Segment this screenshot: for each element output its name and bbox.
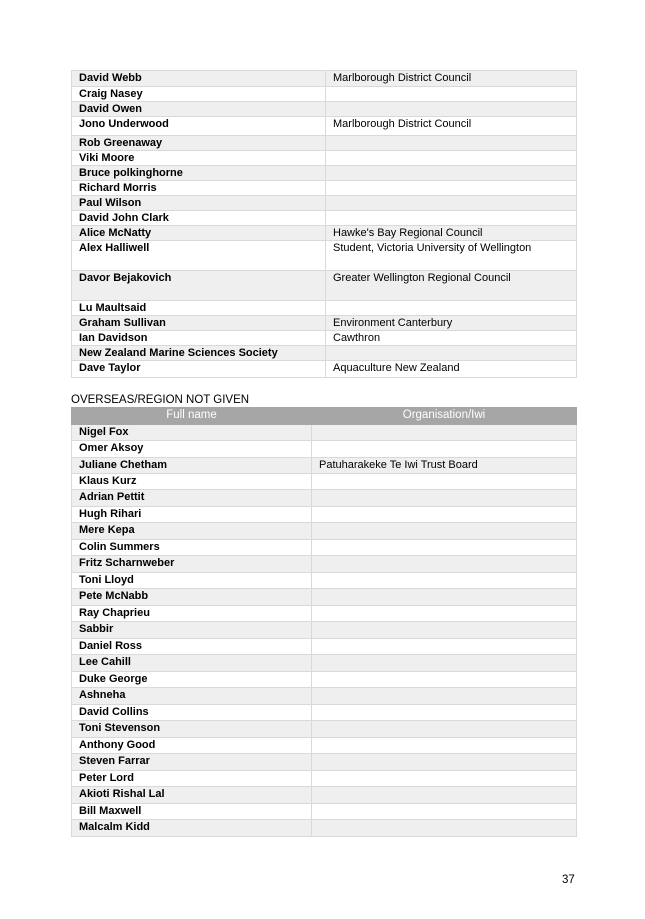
organisation-cell xyxy=(312,490,577,507)
full-name-cell: Akioti Rishal Lal xyxy=(72,787,312,804)
organisation-cell xyxy=(326,301,577,316)
full-name-cell: Ashneha xyxy=(72,688,312,705)
full-name-cell: Colin Summers xyxy=(72,540,312,556)
full-name-cell: Pete McNabb xyxy=(72,589,312,606)
full-name-cell: Davor Bejakovich xyxy=(72,271,326,301)
table-row xyxy=(72,655,577,672)
table-row xyxy=(72,820,577,837)
full-name-cell: Lee Cahill xyxy=(72,655,312,672)
organisation-cell xyxy=(312,787,577,804)
column-header-full-name: Full name xyxy=(72,408,312,425)
organisation-cell xyxy=(312,655,577,672)
full-name-cell: Paul Wilson xyxy=(72,196,326,211)
page-number: 37 xyxy=(562,874,575,886)
table-row xyxy=(72,606,577,622)
full-name-cell: Jono Underwood xyxy=(72,117,326,136)
table-row xyxy=(72,331,577,346)
organisation-cell xyxy=(312,441,577,458)
organisation-cell: Cawthron xyxy=(326,331,577,346)
table-row xyxy=(72,211,577,226)
full-name-cell: Anthony Good xyxy=(72,738,312,754)
table-row xyxy=(72,441,577,458)
full-name-cell: Toni Stevenson xyxy=(72,721,312,738)
organisation-cell: Greater Wellington Regional Council xyxy=(326,271,577,301)
organisation-cell xyxy=(312,507,577,523)
table-row xyxy=(72,474,577,490)
organisation-cell xyxy=(312,754,577,771)
table-row xyxy=(72,87,577,102)
full-name-cell: Richard Morris xyxy=(72,181,326,196)
organisation-cell: Patuharakeke Te Iwi Trust Board xyxy=(312,458,577,474)
table-row xyxy=(72,102,577,117)
table-row xyxy=(72,540,577,556)
full-name-cell: Hugh Rihari xyxy=(72,507,312,523)
full-name-cell: Graham Sullivan xyxy=(72,316,326,331)
table-row xyxy=(72,226,577,241)
full-name-cell: Duke George xyxy=(72,672,312,688)
organisation-cell xyxy=(326,346,577,361)
full-name-cell: New Zealand Marine Sciences Society xyxy=(72,346,326,361)
organisation-cell xyxy=(326,211,577,226)
full-name-cell: Alex Halliwell xyxy=(72,241,326,271)
table-row xyxy=(72,754,577,771)
organisation-cell xyxy=(312,672,577,688)
table-header-row xyxy=(72,408,577,425)
table-row xyxy=(72,688,577,705)
full-name-cell: Mere Kepa xyxy=(72,523,312,540)
full-name-cell: Adrian Pettit xyxy=(72,490,312,507)
organisation-cell xyxy=(312,688,577,705)
organisation-cell xyxy=(312,639,577,655)
organisation-cell xyxy=(312,556,577,573)
table-row xyxy=(72,556,577,573)
full-name-cell: Viki Moore xyxy=(72,151,326,166)
organisation-cell xyxy=(312,606,577,622)
table-row xyxy=(72,589,577,606)
organisation-cell xyxy=(312,573,577,589)
table-row xyxy=(72,672,577,688)
full-name-cell: Craig Nasey xyxy=(72,87,326,102)
table-row xyxy=(72,507,577,523)
organisation-cell xyxy=(326,151,577,166)
organisation-cell xyxy=(326,196,577,211)
full-name-cell: Toni Lloyd xyxy=(72,573,312,589)
table-row xyxy=(72,573,577,589)
table-row xyxy=(72,361,577,378)
table-row xyxy=(72,241,577,271)
full-name-cell: Bill Maxwell xyxy=(72,804,312,820)
full-name-cell: Alice McNatty xyxy=(72,226,326,241)
full-name-cell: Fritz Scharnweber xyxy=(72,556,312,573)
full-name-cell: Omer Aksoy xyxy=(72,441,312,458)
full-name-cell: Sabbir xyxy=(72,622,312,639)
table-row xyxy=(72,196,577,211)
table-row xyxy=(72,71,577,87)
organisation-cell xyxy=(312,705,577,721)
organisation-cell xyxy=(312,589,577,606)
full-name-cell: Peter Lord xyxy=(72,771,312,787)
table-row xyxy=(72,301,577,316)
organisation-cell xyxy=(312,540,577,556)
table-row xyxy=(72,738,577,754)
table-row xyxy=(72,136,577,151)
column-header-organisation: Organisation/Iwi xyxy=(312,408,577,425)
table-row xyxy=(72,166,577,181)
full-name-cell: Nigel Fox xyxy=(72,425,312,441)
full-name-cell: Rob Greenaway xyxy=(72,136,326,151)
table-row xyxy=(72,316,577,331)
table-row xyxy=(72,425,577,441)
full-name-cell: David John Clark xyxy=(72,211,326,226)
table-row xyxy=(72,271,577,301)
organisation-cell xyxy=(312,820,577,837)
organisation-cell xyxy=(326,166,577,181)
organisation-cell xyxy=(312,804,577,820)
table-row xyxy=(72,523,577,540)
organisation-cell xyxy=(312,474,577,490)
table-row xyxy=(72,490,577,507)
full-name-cell: David Owen xyxy=(72,102,326,117)
table-row xyxy=(72,639,577,655)
full-name-cell: Bruce polkinghorne xyxy=(72,166,326,181)
table-row xyxy=(72,771,577,787)
organisation-cell xyxy=(312,622,577,639)
organisation-cell xyxy=(312,771,577,787)
organisation-cell: Aquaculture New Zealand xyxy=(326,361,577,378)
organisation-cell xyxy=(312,738,577,754)
table-row xyxy=(72,705,577,721)
full-name-cell: Dave Taylor xyxy=(72,361,326,378)
full-name-cell: Daniel Ross xyxy=(72,639,312,655)
organisation-cell xyxy=(326,102,577,117)
organisation-cell xyxy=(326,87,577,102)
organisation-cell: Environment Canterbury xyxy=(326,316,577,331)
full-name-cell: Juliane Chetham xyxy=(72,458,312,474)
organisation-cell xyxy=(326,136,577,151)
full-name-cell: Klaus Kurz xyxy=(72,474,312,490)
full-name-cell: David Collins xyxy=(72,705,312,721)
section-heading: OVERSEAS/REGION NOT GIVEN xyxy=(71,394,250,406)
table-row xyxy=(72,787,577,804)
organisation-cell xyxy=(326,181,577,196)
organisation-cell: Hawke's Bay Regional Council xyxy=(326,226,577,241)
organisation-cell xyxy=(312,425,577,441)
full-name-cell: Lu Maultsaid xyxy=(72,301,326,316)
table-row xyxy=(72,622,577,639)
organisation-cell xyxy=(312,523,577,540)
full-name-cell: Steven Farrar xyxy=(72,754,312,771)
organisation-cell: Marlborough District Council xyxy=(326,71,577,87)
full-name-cell: Ray Chaprieu xyxy=(72,606,312,622)
organisation-cell: Student, Victoria University of Wellington xyxy=(326,241,577,271)
full-name-cell: Malcalm Kidd xyxy=(72,820,312,837)
table-row xyxy=(72,117,577,136)
full-name-cell: David Webb xyxy=(72,71,326,87)
organisation-cell: Marlborough District Council xyxy=(326,117,577,136)
organisation-cell xyxy=(312,721,577,738)
overseas-submitters-table xyxy=(71,407,577,837)
table-row xyxy=(72,346,577,361)
table-row xyxy=(72,804,577,820)
table-row xyxy=(72,181,577,196)
table-row xyxy=(72,458,577,474)
table-row xyxy=(72,721,577,738)
table-row xyxy=(72,151,577,166)
full-name-cell: Ian Davidson xyxy=(72,331,326,346)
submitters-table xyxy=(71,70,577,378)
